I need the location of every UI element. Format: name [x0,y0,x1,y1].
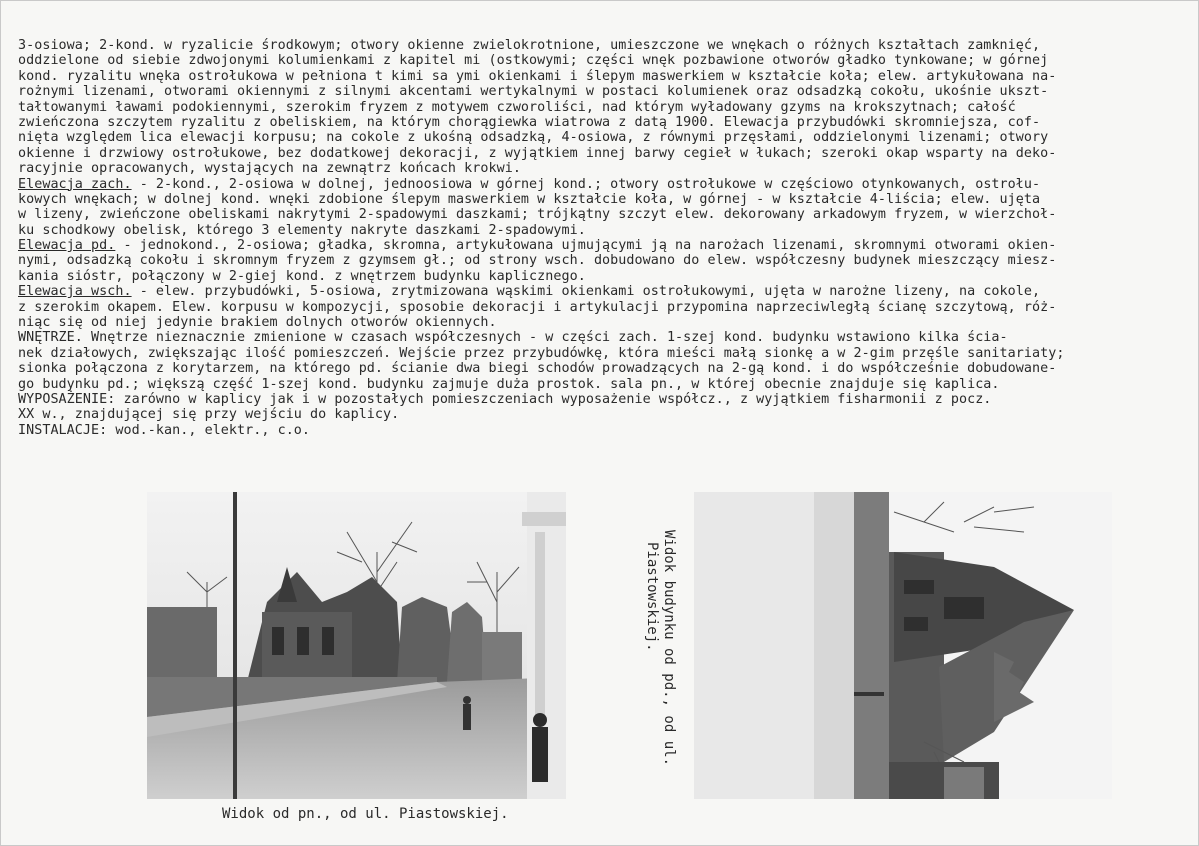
zach-line-0: - 2-kond., 2-osiowa w dolnej, jednoosiowa w górnej kond.; otwory ostrołukowe w częściowo otynkowanych, ostrołu- [131,176,1041,192]
text-line-3: rożnymi lizenami, otworami okiennymi z silnymi akcentami wertykalnymi w postaci kolumienek oraz odsadzką cokołu, ukośnie ukszt- [18,84,1049,100]
text-line-2: kond. ryzalitu wnęka ostrołukowa w pełniona t kimi sa ymi okienkami i ślepym maswerkiem w kształcie koła; elew. artykułowana na- [18,68,1057,84]
zach-line-3: ku schodkowy obelisk, którego 3 elementy nakryte daszkami 2-spadowymi. [18,222,586,238]
pd-line-2: kania sióstr, połączony w 2-giej kond. z wnętrzem budynku kaplicznego. [18,268,586,284]
building-view-photo-image [694,492,1112,799]
description-text [18,38,1184,438]
left-photo-caption: Widok od pn., od ul. Piastowskiej. [222,806,509,822]
zach-line-1: kowych wnękach; w dolnej kond. wnęki zdobione ślepym maswerkiem w kształcie koła, w górnej - w kształcie 4-liścia; elew. ujęta [18,191,1041,207]
right-caption-line-1: Widok budynku od pd., od ul. [661,530,677,767]
text-line-0: 3-osiowa; 2-kond. w ryzalicie środkowym; otwory okienne zwielokrotnione, umieszczone we wnękach o różnych kształtach zamknięć, [18,38,1041,53]
wsch-line-0: - elew. przybudówki, 5-osiowa, zrytmizowana wąskimi okienkami ostrołukowymi, ujęta w narożne lizeny, na cokole, [131,284,1041,300]
text-line-1: oddzielone od siebie zdwojonymi kolumienkami z kapitel mi (ostkowymi; części wnęk pozbawione otworów gładko tynkowane; w górnej [18,53,1049,69]
right-photo-caption [639,530,679,780]
text-line-6: nięta względem lica elewacji korpusu; na cokole z ukośną odsadzką, 4-osiowa, z równymi przęsłami, oddzielonymi lizenami; otwory [18,130,1049,146]
text-line-7: okienne i drzwiowy ostrołukowe, bez dodatkowej dekoracji, z wyjątkiem innej barwy cegieł w łukach; szeroki okap wsparty na deko- [18,145,1057,161]
text-line-8: racyjnie opracowanych, wystających na zewnątrz końcach krokwi. [18,161,521,177]
wnetrze-line-2: sionka połączona z korytarzem, na którego pd. ścianie dwa biegi schodów prowadzących na 2-gą kond. i do współcześnie dobudowane- [18,361,1057,377]
pd-paragraph-first-line [18,238,1184,253]
wsch-line-2: niąc się od niej jedynie brakiem dolnych otworów okiennych. [18,315,497,331]
wnetrze-line-6: INSTALACJE: wod.-kan., elektr., c.o. [18,422,311,438]
wsch-paragraph-first-line [18,284,1184,299]
building-view-photo [694,492,1112,799]
pd-line-1: nymi, odsadzką cokołu i skromnym fryzem z gzymsem gł.; od strony wsch. dobudowano do elew. współczesny budynek mieszczący miesz- [18,253,1057,269]
wnetrze-line-0: WNĘTRZE. Wnętrze nieznacznie zmienione w czasach współczesnych - w części zach. 1-szej kond. budynku wstawiono kilka ścia- [18,330,1008,346]
street-view-photo-image [147,492,566,799]
right-caption-line-2: Piastowskiej. [644,542,660,652]
wnetrze-line-3: go budynku pd.; większą część 1-szej kond. budynku zajmuje duża prostok. sala pn., w której obecnie znajduje się kaplica. [18,376,1000,392]
wsch-heading: Elewacja wsch. [18,284,132,300]
text-line-4: tałtowanymi ławami podokiennymi, szerokim fryzem z motywem czworoliści, nad którym wyładowany gzyms na krokszytnach; całość [18,99,1016,115]
zach-line-2: w lizeny, zwieńczone obeliskami nakrytymi 2-spadowymi daszkami; trójkątny szczyt elew. dekorowany arkadowym fryzem, w wierzchoł- [18,207,1057,223]
pd-heading: Elewacja pd. [18,238,116,254]
wnetrze-line-5: XX w., znajdującej się przy wejściu do kaplicy. [18,407,400,423]
wnetrze-line-1: nek działowych, zwiększając ilość pomieszczeń. Wejście przez przybudówkę, która mieści małą sionkę a w 2-gim przęśle sanitariaty; [18,345,1065,361]
right-photo-caption-text [643,530,677,766]
zach-heading: Elewacja zach. [18,176,132,192]
text-line-5: zwieńczona szczytem ryzalitu z obeliskiem, na którym chorągiewka wiatrowa z datą 1900. Elewacja przybudówki skromniejsza, cof- [18,114,1041,130]
wnetrze-line-4: WYPOSAŻENIE: zarówno w kaplicy jak i w pozostałych pomieszczeniach wyposażenie współcz., z wyjątkiem fisharmonii z pocz. [18,391,992,407]
pd-line-0: - jednokond., 2-osiowa; gładka, skromna, artykułowana ujmującymi ją na narożach lizenami, skromnymi otworami okien- [115,238,1057,254]
wsch-line-1: z szerokim okapem. Elew. korpusu w kompozycji, sposobie dekoracji i artykulacji przypomina naprzeciwległą ścianę szczytową, róż- [18,299,1057,315]
zach-paragraph-first-line [18,177,1184,192]
street-view-photo [147,492,566,799]
